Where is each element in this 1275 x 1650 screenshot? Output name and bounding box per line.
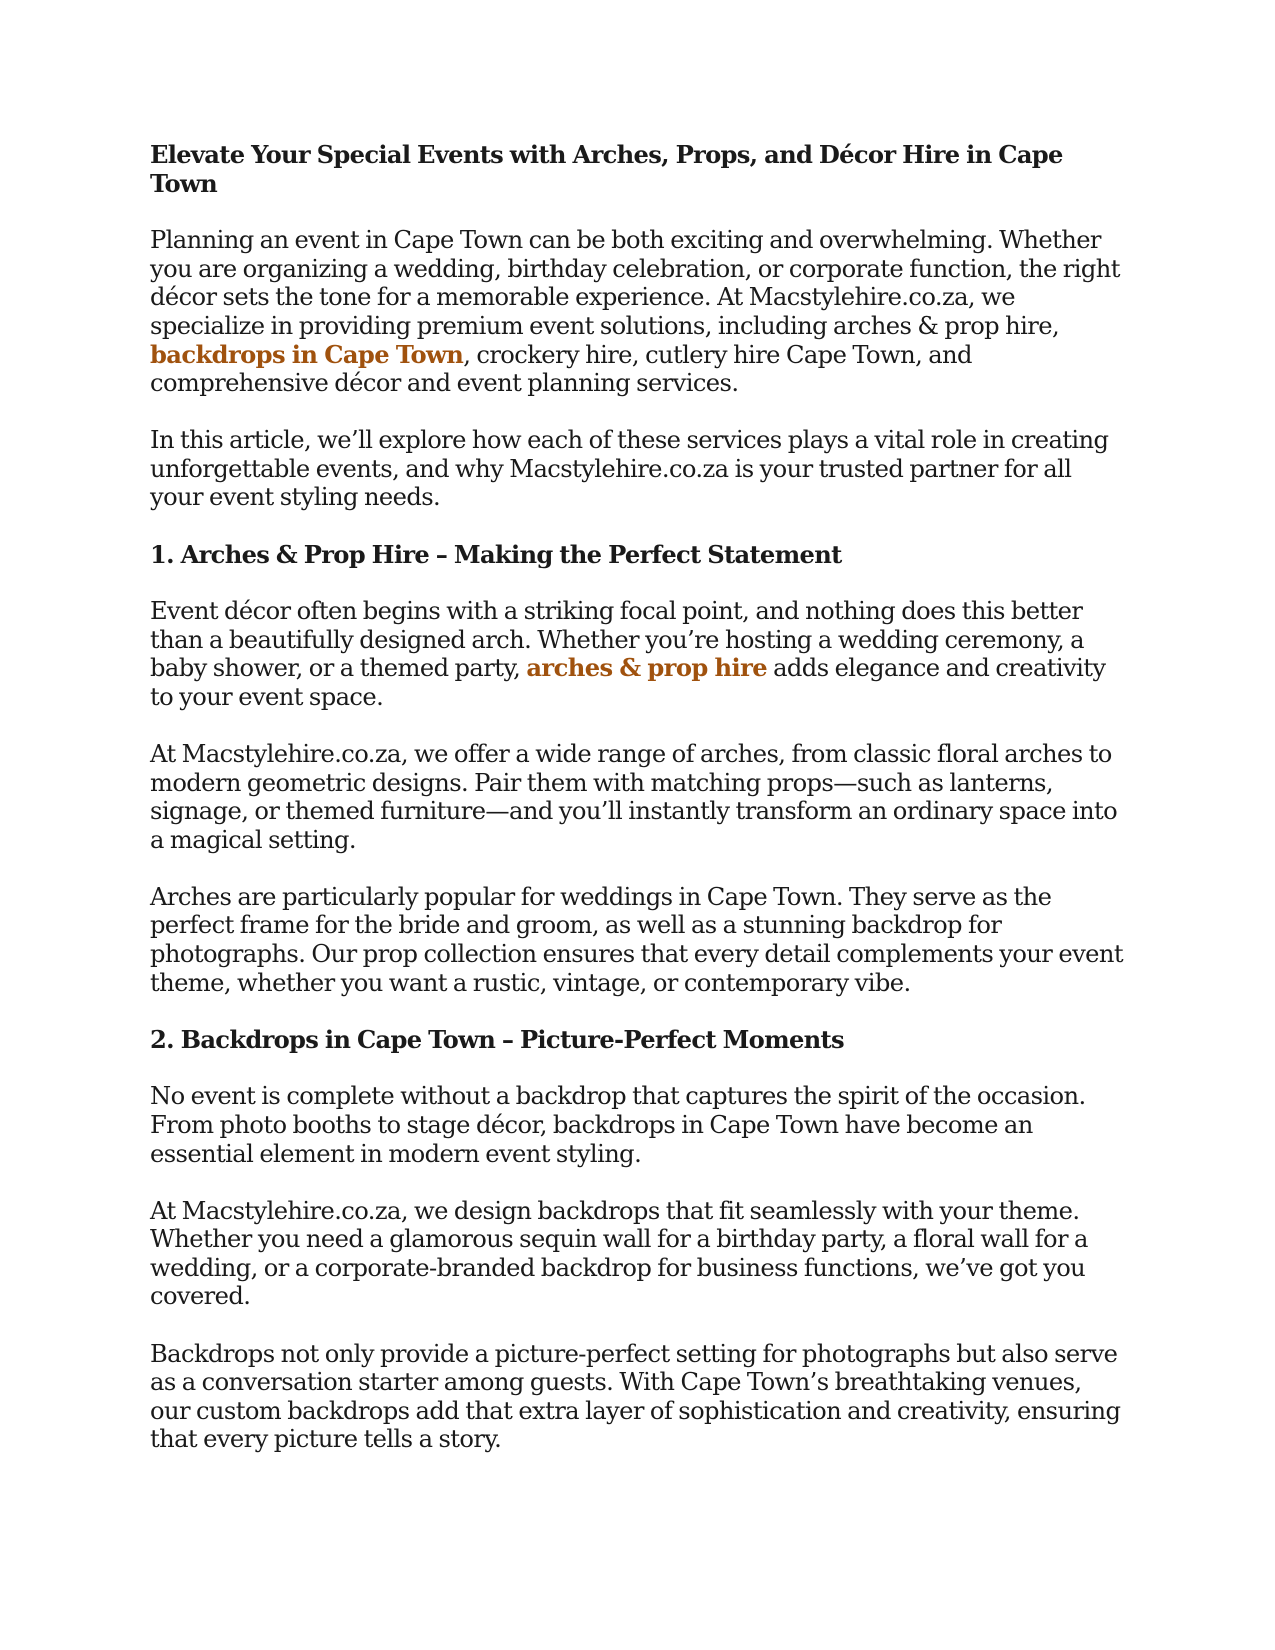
arches-paragraph-2: At Macstylehire.co.za, we offer a wide range of arches, from classic floral arches to modern geometric designs. Pair them with matching props—such as lanterns, signage, or themed furniture—and you’ll instantly transform an ordinary space into a magical setting.	[150, 740, 1118, 854]
backdrops-link[interactable]: backdrops in Cape Town	[150, 339, 464, 369]
document-title: Elevate Your Special Events with Arches, Props, and Décor Hire in Cape Town	[150, 140, 1063, 198]
backdrops-paragraph-2: At Macstylehire.co.za, we design backdrops that fit seamlessly with your theme. Whether you need a glamorous sequin wall for a birthday party, a floral wall for a wedding, or a corporate-branded backdrop for business functions, we’ve got you covered.	[150, 1196, 1088, 1311]
arches-text-start: Event décor often begins with a striking focal point, and nothing does this better than a beautifully designed arch. Whether you’re hosting a wedding ceremony, a baby shower, or a themed party,	[150, 597, 1084, 683]
section-heading-backdrops: 2. Backdrops in Cape Town – Picture-Perfect Moments	[150, 1024, 844, 1054]
backdrops-paragraph-3: Backdrops not only provide a picture-perfect setting for photographs but also serve as a conversation starter among guests. With Cape Town’s breathtaking venues, our custom backdrops add that extra layer of sophistication and creativity, ensuring that every picture tells a story.	[150, 1339, 1121, 1454]
intro-paragraph	[150, 226, 1125, 398]
arches-paragraph-3: Arches are particularly popular for weddings in Cape Town. They serve as the perfect frame for the bride and groom, as well as a stunning backdrop for photographs. Our prop collection ensures that every detail complements your event theme, whether you want a rustic, vintage, or contemporary vibe.	[150, 882, 1123, 997]
arches-text-end: adds elegance and creativity to your event space.	[150, 654, 1106, 711]
document-page	[150, 141, 1125, 1482]
intro-text-end: , crockery hire, cutlery hire Cape Town, and comprehensive décor and event planning services.	[150, 340, 972, 398]
arches-prop-hire-link[interactable]: arches & prop hire	[526, 653, 768, 683]
backdrops-paragraph-1: No event is complete without a backdrop that captures the spirit of the occasion. From photo booths to stage décor, backdrops in Cape Town have become an essential element in modern event styling.	[150, 1082, 1086, 1168]
arches-paragraph-1	[150, 597, 1125, 711]
section-heading-arches: 1. Arches & Prop Hire – Making the Perfect Statement	[150, 539, 842, 569]
intro-text-start: Planning an event in Cape Town can be both exciting and overwhelming. Whether you are organizing a wedding, birthday celebration, or corporate function, the right décor sets the tone for a memorable experience. At Macstylehire.co.za, we specialize in providing premium event solutions, including arches & prop hire,	[150, 226, 1120, 340]
intro-paragraph-2: In this article, we’ll explore how each of these services plays a vital role in creating unforgettable events, and why Macstylehire.co.za is your trusted partner for all your event styling needs.	[150, 426, 1109, 512]
